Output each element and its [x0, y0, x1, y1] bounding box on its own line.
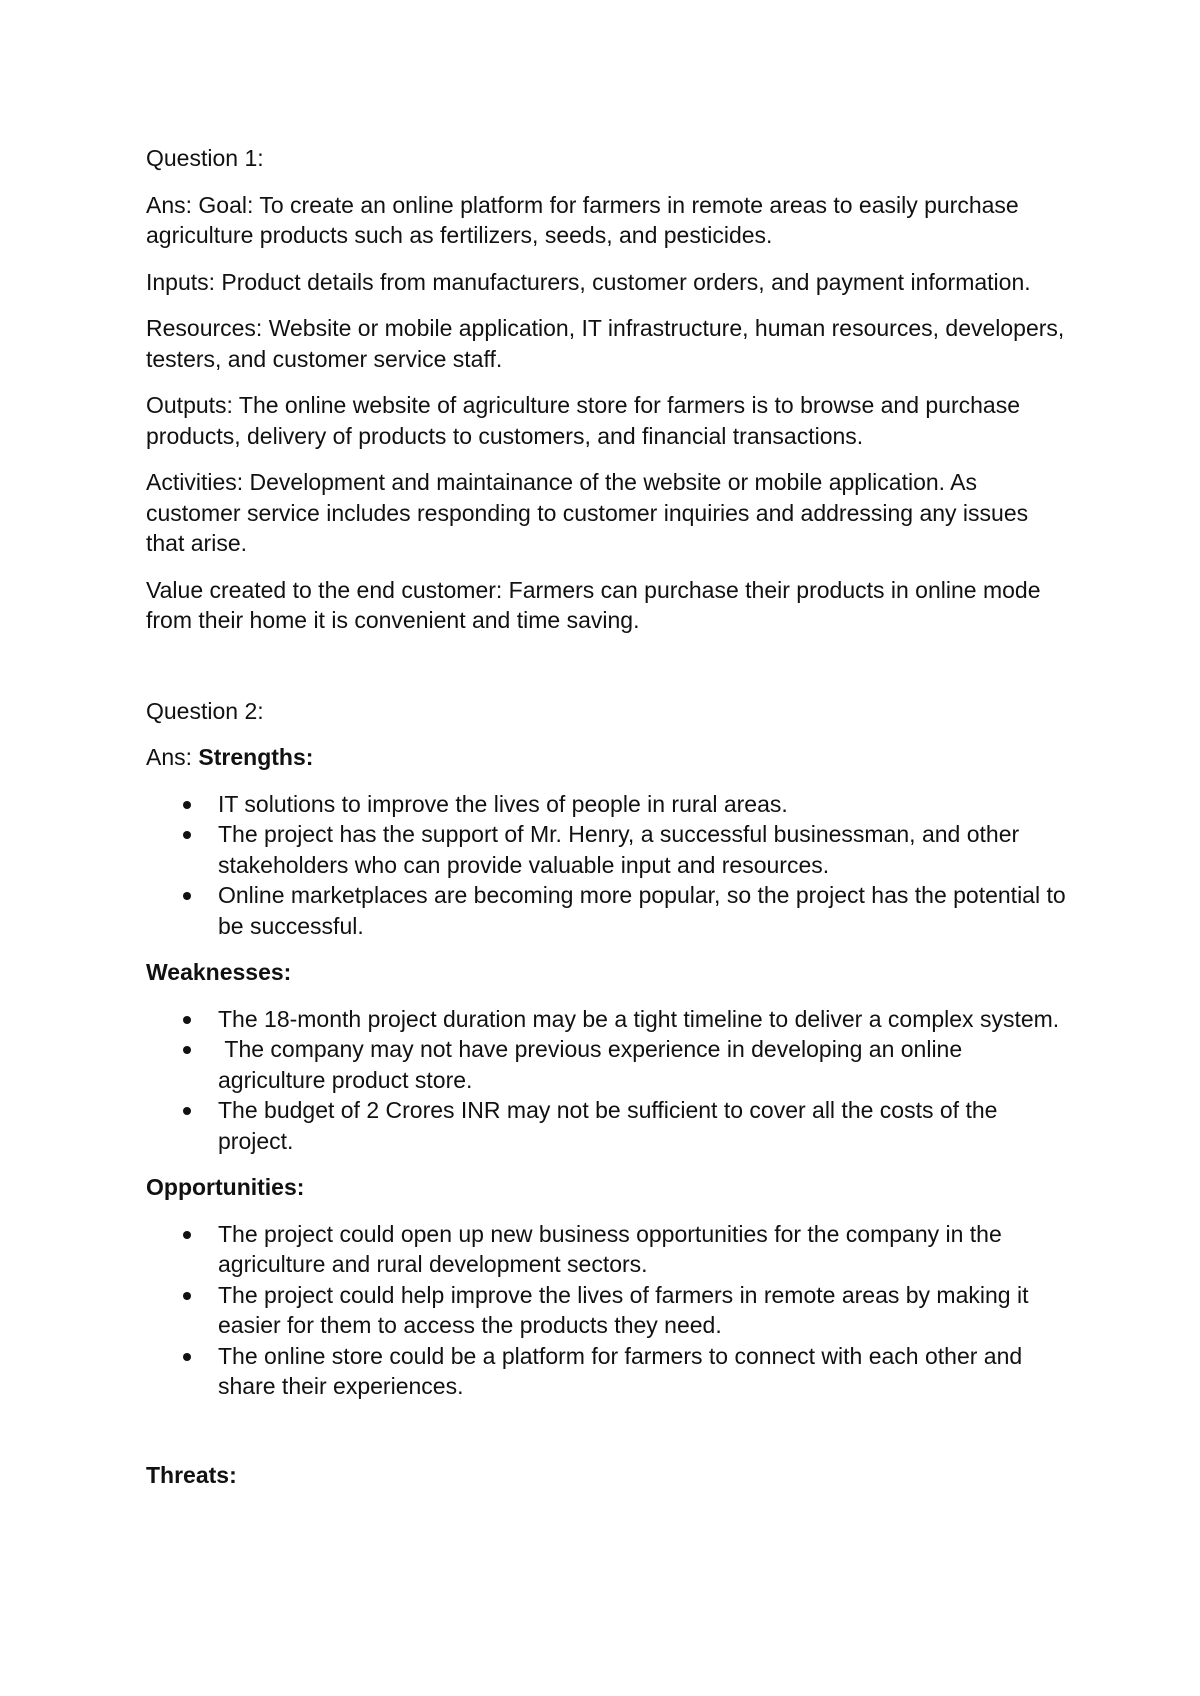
q1-activities: Activities: Development and maintainance of the website or mobile application. As customer service includes responding to customer inquiries and addressing any issues that arise.: [146, 469, 1029, 556]
bullet-icon: [183, 831, 191, 839]
list-item: [146, 819, 1066, 880]
document-content: [146, 143, 1066, 1506]
question-2-title: Question 2:: [146, 697, 264, 724]
list-item: [146, 1280, 1066, 1341]
list-item: [146, 789, 1066, 820]
threats-heading: Threats:: [146, 1461, 237, 1488]
bullet-icon: [183, 1353, 191, 1361]
list-item-text: The project could help improve the lives of farmers in remote areas by making it easier for them to access the products they need.: [218, 1281, 1029, 1338]
strengths-heading: Strengths:: [198, 744, 314, 770]
q1-outputs: Outputs: The online website of agriculture store for farmers is to browse and purchase products, delivery of products to customers, and financial transactions.: [146, 392, 1021, 449]
bullet-icon: [183, 801, 191, 809]
q1-inputs: Inputs: Product details from manufacturers, customer orders, and payment information.: [146, 268, 1031, 295]
strengths-list: [146, 789, 1066, 942]
list-item-text: IT solutions to improve the lives of people in rural areas.: [218, 790, 788, 817]
bullet-icon: [183, 1292, 191, 1300]
list-item: [146, 880, 1066, 941]
q2-ans-prefix: Ans:: [146, 744, 199, 770]
list-item: [146, 1341, 1066, 1402]
q1-goal: Ans: Goal: To create an online platform for farmers in remote areas to easily purchase agriculture products such as fertilizers, seeds, and pesticides.: [146, 191, 1019, 248]
q2-answer-line: [146, 742, 1066, 773]
bullet-icon: [183, 1016, 191, 1024]
q1-value: Value created to the end customer: Farmers can purchase their products in online mode from their home it is convenient and time saving.: [146, 576, 1041, 633]
bullet-icon: [183, 1231, 191, 1239]
list-item: [146, 1034, 1066, 1095]
bullet-icon: [183, 1107, 191, 1115]
list-item: [146, 1004, 1066, 1035]
list-item-text: The project has the support of Mr. Henry, a successful businessman, and other stakeholders who can provide valuable input and resources.: [218, 821, 1020, 878]
list-item-text: The budget of 2 Crores INR may not be sufficient to cover all the costs of the project.: [218, 1097, 998, 1154]
bullet-icon: [183, 892, 191, 900]
list-item-text: The company may not have previous experience in developing an online agriculture product store.: [218, 1036, 969, 1093]
list-item-text: The online store could be a platform for farmers to connect with each other and share their experiences.: [218, 1342, 1023, 1399]
question-1-title: Question 1:: [146, 145, 264, 171]
list-item: [146, 1219, 1066, 1280]
opportunities-heading: Opportunities:: [146, 1174, 305, 1200]
list-item-text: Online marketplaces are becoming more popular, so the project has the potential to be successful.: [218, 882, 1066, 939]
bullet-icon: [183, 1046, 191, 1054]
weaknesses-list: [146, 1004, 1066, 1157]
q1-resources: Resources: Website or mobile application, IT infrastructure, human resources, developers, testers, and customer service staff.: [146, 315, 1065, 372]
list-item-text: The 18-month project duration may be a tight timeline to deliver a complex system.: [218, 1005, 1060, 1032]
list-item-text: The project could open up new business opportunities for the company in the agriculture and rural development sectors.: [218, 1220, 1002, 1277]
opportunities-list: [146, 1219, 1066, 1402]
list-item: [146, 1095, 1066, 1156]
weaknesses-heading: Weaknesses:: [146, 959, 292, 985]
